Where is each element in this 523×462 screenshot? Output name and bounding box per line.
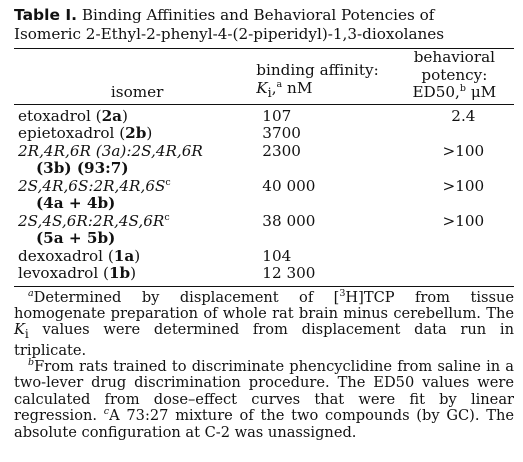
header-isomer-text: isomer bbox=[110, 83, 164, 101]
footnote-b-mark: b bbox=[28, 357, 35, 369]
row-potency bbox=[395, 105, 514, 126]
isomer-config: 2S,4R,6S:2R,4R,6S bbox=[18, 176, 166, 195]
header-potency-sup: b bbox=[459, 82, 466, 94]
isomer-code: (4a + 4b) bbox=[36, 194, 116, 212]
table-row bbox=[14, 265, 514, 283]
binding-value: 107 bbox=[262, 106, 292, 125]
isomer-code: (5a + 5b) bbox=[36, 229, 116, 247]
row-binding bbox=[256, 143, 394, 178]
row-potency bbox=[395, 265, 514, 283]
header-potency bbox=[395, 49, 514, 102]
binding-value: 12 300 bbox=[262, 264, 316, 282]
header-potency-line1: behavioral bbox=[413, 48, 496, 66]
table-label: Table I. bbox=[14, 6, 78, 24]
potency-value: 2.4 bbox=[451, 106, 476, 125]
isomer-config: 2S,4S,6R:2R,4S,6R bbox=[18, 211, 165, 230]
row-binding bbox=[256, 265, 394, 283]
isomer-code: 1b bbox=[108, 264, 131, 282]
potency-value: >100 bbox=[442, 176, 485, 195]
row-binding bbox=[256, 213, 394, 248]
header-potency-unit: μM bbox=[470, 83, 497, 101]
row-potency bbox=[395, 213, 514, 248]
footnote-a-k: K bbox=[14, 321, 25, 339]
row-binding bbox=[256, 125, 394, 143]
table-row bbox=[14, 213, 514, 248]
isomer-code: 2b bbox=[125, 124, 147, 142]
footnote-b-text: From rats trained to discriminate phencyclidine from saline in a two-lever drug discrimination procedure. The ED50 values were calculated from dose–effect curves that were fit by linear regression. bbox=[14, 358, 514, 425]
isomer-config: 2R,4R,6R (3a):2S,4R,6R bbox=[18, 141, 203, 160]
table-footnotes bbox=[14, 287, 514, 442]
header-binding: binding affinity: $K_i,^a$ nM bbox=[256, 61, 379, 100]
isomer-name: dexoxadrol bbox=[18, 246, 104, 265]
row-potency bbox=[395, 143, 514, 178]
table-body bbox=[14, 105, 514, 283]
table-caption bbox=[14, 6, 514, 44]
table-row bbox=[14, 248, 514, 266]
row-binding bbox=[256, 248, 394, 266]
row-isomer bbox=[14, 213, 256, 248]
header-binding-sub: i bbox=[267, 85, 272, 100]
row-isomer: epietoxadrol (2b) bbox=[18, 124, 153, 142]
binding-value: 2300 bbox=[262, 141, 301, 160]
row-potency bbox=[395, 248, 514, 266]
header-binding-unit: nM bbox=[287, 78, 313, 97]
isomer-code: 1a bbox=[113, 246, 135, 265]
footnote-mark: c bbox=[165, 176, 171, 188]
isomer-name: etoxadrol bbox=[18, 106, 91, 125]
table-row bbox=[14, 125, 514, 143]
binding-value: 40 000 bbox=[262, 176, 316, 195]
header-potency-ed: ED50, bbox=[412, 83, 460, 101]
potency-value: >100 bbox=[442, 211, 485, 230]
header-binding-k: K bbox=[256, 78, 268, 97]
binding-value: 104 bbox=[262, 246, 292, 265]
header-isomer bbox=[14, 49, 256, 102]
table-row bbox=[14, 178, 514, 213]
footnote-a bbox=[14, 287, 514, 360]
row-potency bbox=[395, 178, 514, 213]
table-row bbox=[14, 105, 514, 126]
isomer-name: epietoxadrol bbox=[18, 124, 115, 142]
row-isomer bbox=[14, 143, 256, 178]
footnote-a-text3: values were determined from displacement data run in triplicate. bbox=[14, 321, 514, 359]
footnote-c-mark: c bbox=[103, 406, 110, 418]
footnote-mark: c bbox=[164, 211, 170, 223]
row-isomer: dexoxadrol (1a) bbox=[18, 246, 141, 265]
footnote-a-ksub: i bbox=[24, 327, 29, 342]
footnote-a-mark: a bbox=[28, 287, 34, 299]
table-row bbox=[14, 143, 514, 178]
isomer-code: 2a bbox=[101, 106, 123, 125]
header-binding-sup: a bbox=[276, 78, 283, 90]
isomer-name: levoxadrol bbox=[18, 264, 99, 282]
footnote-a-text2: H]TCP from tissue homogenate preparation of whole rat brain minus cerebellum. The bbox=[14, 288, 514, 322]
binding-value: 38 000 bbox=[262, 211, 316, 230]
table-header bbox=[14, 49, 514, 105]
header-binding-line1: binding affinity: bbox=[256, 61, 379, 80]
caption-line-1: Binding Affinities and Behavioral Potencies of bbox=[81, 6, 435, 24]
row-isomer: etoxadrol (2a) bbox=[18, 106, 128, 125]
footnote-a-sup: 3 bbox=[339, 287, 346, 299]
bottom-rule bbox=[14, 286, 514, 287]
caption-line-2: Isomeric 2-Ethyl-2-phenyl-4-(2-piperidyl)-1,3-dioxolanes bbox=[14, 25, 445, 43]
row-isomer: levoxadrol (1b) bbox=[18, 264, 137, 282]
binding-table bbox=[14, 49, 514, 283]
footnote-a-text1: Determined by displacement of [ bbox=[33, 288, 340, 306]
footnote-b bbox=[14, 359, 514, 441]
row-binding bbox=[256, 105, 394, 126]
row-binding bbox=[256, 178, 394, 213]
binding-value: 3700 bbox=[262, 124, 301, 142]
isomer-code: (3b) (93:7) bbox=[36, 159, 129, 177]
row-isomer bbox=[14, 178, 256, 213]
footnote-c-text: A 73:27 mixture of the two compounds (by GC). The absolute configuration at C-2 was unassigned. bbox=[14, 407, 514, 441]
row-potency bbox=[395, 125, 514, 143]
header-potency-line2: potency: bbox=[421, 65, 488, 84]
potency-value: >100 bbox=[442, 141, 485, 160]
